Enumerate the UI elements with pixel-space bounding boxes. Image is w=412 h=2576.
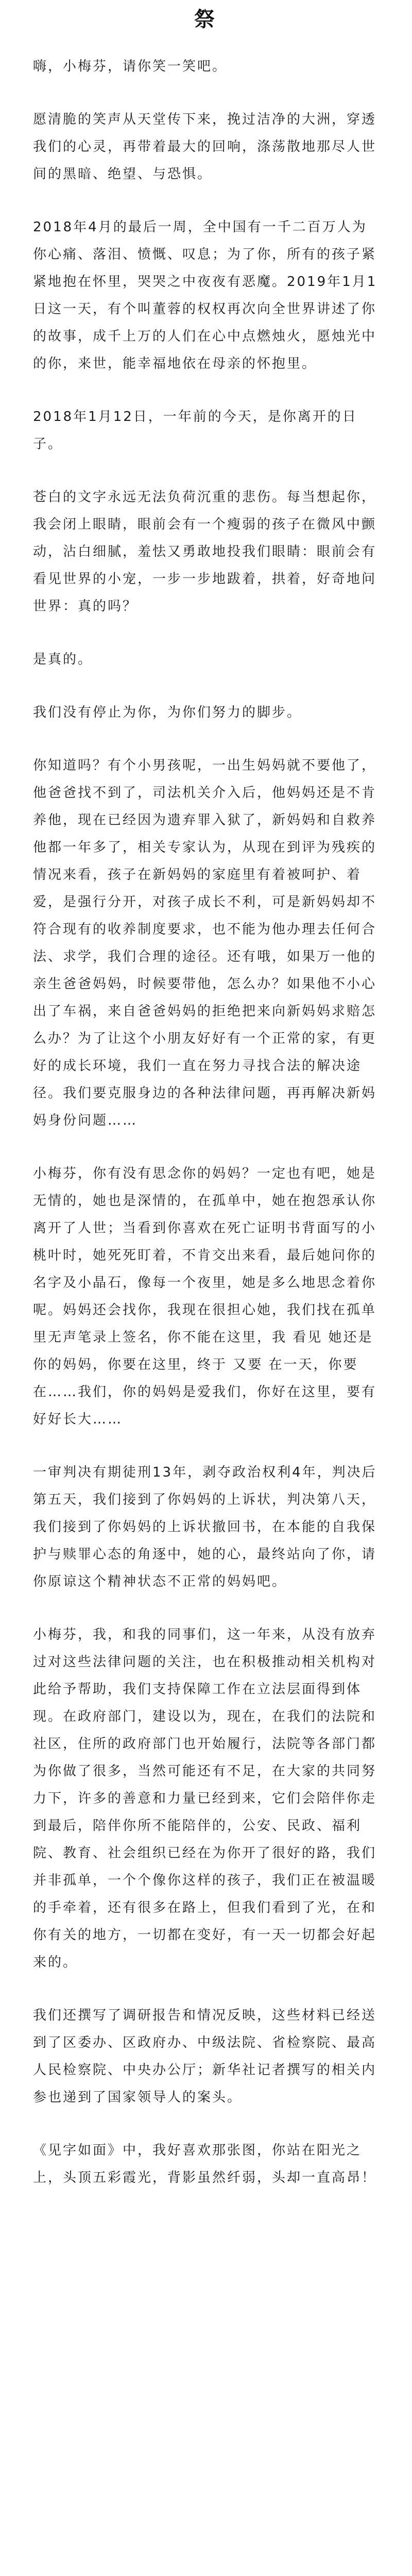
- paragraph-2: 愿清脆的笑声从天堂传下来，挽过洁净的大洲，穿透我们的心灵，再带着最大的回响，涤荡散地那尽人世间的黑暗、绝望、与恐惧。: [33, 112, 377, 182]
- paragraph-6: 是真的。: [33, 652, 93, 667]
- paragraph-12: 我们还撰写了调研报告和情况反映，这些材料已经送到了区委办、区政府办、中级法院、省检察院、最高人民检察院、中央办公厅；新华社记者撰写的相关内参也递到了国家领导人的案头。: [33, 2008, 377, 2105]
- paragraph-8: 你知道吗？有个小男孩呢，一出生妈妈就不要他了，他爸爸找不到了，司法机关介入后，他妈妈还是不肯养他，现在已经因为遗弃罪入狱了，新妈妈和自救养他都一年多了，相关专家认为，从现在到评为残疾的情况来看，孩子在新妈妈的家庭里有着被呵护、着爱，是强行分开，对孩子成长不利，可是新妈妈却不符合现有的收养制度要求，也不能为他办理去任何合法、求学，我们合理的途径。还有哦，如果万一他的亲生爸爸妈妈，时候要带他，怎么办？如果他不小心出了车祸，来自爸爸妈妈的拒绝把来向新妈妈求赔怎么办？为了让这个小朋友好好有一个正常的家，有更好的成长环境，我们一直在努力寻找合法的解决途径。我们要克服身边的各种法律问题，再再解决新妈妈身份问题……: [33, 758, 377, 1128]
- paragraph-13: 《见字如面》中，我好喜欢那张图，你站在阳光之上，头顶五彩霞光，背影虽然纤弱，头却一直高昂！: [33, 2143, 377, 2185]
- paragraph-4: 2018年1月12日，一年前的今天，是你离开的日子。: [33, 409, 357, 452]
- paragraph-10: 一审判决有期徒刑13年，剥夺政治权利4年，判决后第五天，我们接到了你妈妈的上诉状，判决第八天，我们接到了你妈妈的上诉状撤回书，在本能的自我保护与赎罪心态的角逐中，她的心，最终站向了你，请你原谅这个精神状态不正常的妈妈吧。: [33, 1465, 377, 1589]
- paragraph-1: 嗨，小梅芬，请你笑一笑吧。: [33, 59, 228, 74]
- paragraph-3: 2018年4月的最后一周，全中国有一千二百万人为你心痛、落泪、愤慨、叹息；为了你，所有的孩子紧紧地抱在怀里，哭哭之中夜夜有恶魔。2019年1月1日这一天，有个叫董蓉的权权再次向全世界讲述了你的故事，成千上万的人们在心中点燃烛火，愿烛光中的你，来世，能幸福地依在母亲的怀抱里。: [33, 219, 377, 371]
- paragraph-7: 我们没有停止为你，为你们努力的脚步。: [33, 705, 302, 720]
- paragraph-11: 小梅芬，我，和我的同事们，这一年来，从没有放弃过对这些法律问题的关注，也在积极推动相关机构对此给予帮助，我们支持保障工作在立法层面得到体现。在政府部门，建设以为，现在，在我们的法院和社区，住所的政府部门也开始履行，法院等各部门都为你做了很多，当然可能还有不足，在大家的共同努力下，许多的善意和力量已经到来，它们会陪伴你走到最后，陪伴你所不能陪伴的，公安、民政、福利院、教育、社会组织已经在为你开了很好的路，我们并非孤单，一个个像你这样的孩子，我们正在被温暖的手牵着，还有很多在路上，但我们看到了光，在和你有关的地方，一切都在变好，有一天一切都会好起来的。: [33, 1627, 377, 1970]
- document-title: 祭: [194, 7, 218, 31]
- paragraph-9: 小梅芬，你有没有思念你的妈妈？一定也有吧，她是无情的，她也是深情的，在孤单中，她在抱怨承认你离开了人世；当看到你喜欢在死亡证明书背面写的小桃叶时，她死死盯着，不肯交出来看，最后她问你的名字及小晶石，像每一个夜里，她是多么地思念着你呢。妈妈还会找你，我现在很担心她，我们找在孤单里无声笔录上签名，你不能在这里，我 看见 她还是你的妈妈，你要在这里，终于 又要 在一天，你要在……我们，你的妈妈是爱我们，你好在这里，要有好好长大……: [33, 1166, 377, 1427]
- paragraph-5: 苍白的文字永远无法负荷沉重的悲伤。每当想起你，我会闭上眼睛，眼前会有一个瘦弱的孩子在微风中颤动，沾白细腻，羞怯又勇敢地投我们眼睛：眼前会有看见世界的小宠，一步一步地跋着，拱着，好奇地问世界：真的吗？: [33, 489, 377, 614]
